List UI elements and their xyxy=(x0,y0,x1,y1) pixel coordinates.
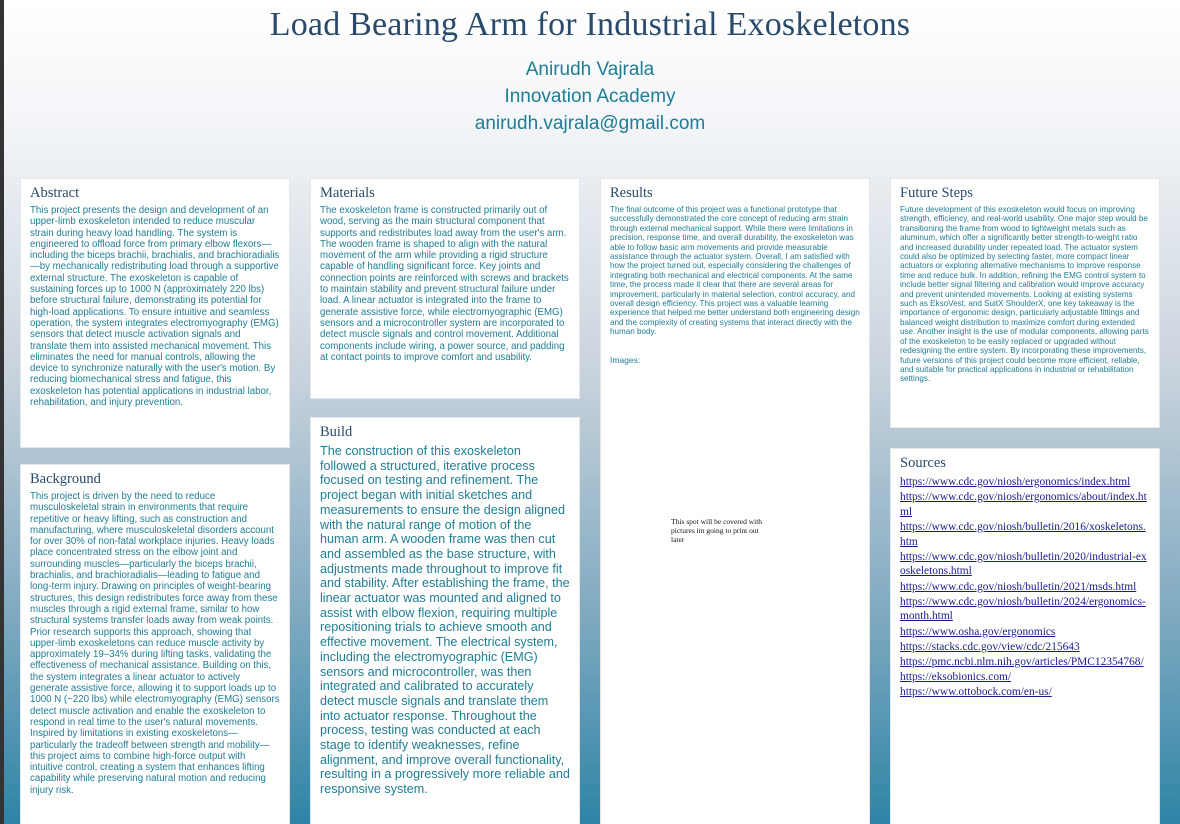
author-email: anirudh.vajrala@gmail.com xyxy=(474,113,706,134)
future-steps-panel xyxy=(890,178,1160,428)
abstract-panel xyxy=(20,178,290,448)
source-link[interactable]: https://eksobionics.com/ xyxy=(900,671,1012,684)
image-placeholder-note: This spot will be covered with pictures im going to print out later xyxy=(671,517,763,544)
abstract-heading: Abstract xyxy=(30,185,80,201)
source-link[interactable]: https://www.ottobock.com/en-us/ xyxy=(900,686,1052,699)
results-heading: Results xyxy=(610,185,653,201)
background-panel xyxy=(20,464,290,824)
source-item xyxy=(900,475,1150,490)
abstract-text: This project presents the design and development of an upper-limb exoskeleton intended to reduce muscular strain during heavy load handling. The system is engineered to offload force from primary elbow flexors—including the biceps brachii, brachialis, and brachioradialis—by mechanically redistributing load through a supportive external structure. The exoskeleton is capable of sustaining forces up to 1000 N (approximately 220 lbs) before structural failure, demonstrating its potential for high-load applications. To ensure intuitive and seamless operation, the system integrates electromyography (EMG) sensors that detect muscle activation signals and translate them into assisted mechanical movement. This eliminates the need for manual controls, allowing the device to synchronize naturally with the user's motion. By reducing biomechanical stress and fatigue, this exoskeleton has potential applications in industrial labor, rehabilitation, and injury prevention. xyxy=(30,205,280,409)
build-text: The construction of this exoskeleton followed a structured, iterative process focused on testing and refinement. The project began with initial sketches and measurements to ensure the design aligned with the natural range of motion of the human arm. A wooden frame was then cut and assembled as the base structure, with adjustments made throughout to improve fit and stability. After establishing the frame, the linear actuator was mounted and aligned to assist with elbow flexion, requiring multiple repositioning trials to achieve smooth and effective movement. The electrical system, including the electromyographic (EMG) sensors and microcontroller, was then integrated and calibrated to accurately detect muscle signals and translate them into actuator response. Throughout the process, testing was conducted at each stage to identify weaknesses, refine alignment, and improve overall functionality, resulting in a progressively more reliable and responsive system. xyxy=(320,444,570,797)
source-item xyxy=(900,670,1150,685)
source-item xyxy=(900,640,1150,655)
materials-panel xyxy=(310,178,580,399)
sources-panel xyxy=(890,448,1160,824)
images-label: Images: xyxy=(610,354,641,365)
poster-header xyxy=(0,0,1180,137)
source-link[interactable]: https://www.cdc.gov/niosh/ergonomics/index.html xyxy=(900,476,1131,488)
results-panel xyxy=(600,178,870,824)
source-item xyxy=(900,490,1150,519)
source-link[interactable]: https://www.cdc.gov/niosh/bulletin/2016/xoskeletons.htm xyxy=(900,520,1146,548)
source-item xyxy=(900,655,1150,670)
source-item xyxy=(900,550,1150,579)
source-item xyxy=(900,685,1150,700)
build-heading: Build xyxy=(320,424,353,440)
source-link[interactable]: https://www.cdc.gov/niosh/bulletin/2020/industrial-exoskeletons.html xyxy=(900,550,1147,578)
poster-title: Load Bearing Arm for Industrial Exoskeletons xyxy=(269,6,911,43)
source-link[interactable]: https://www.osha.gov/ergonomics xyxy=(900,625,1056,638)
source-link[interactable]: https://www.cdc.gov/niosh/ergonomics/about/index.html xyxy=(900,491,1147,518)
results-text: The final outcome of this project was a functional prototype that successfully demonstrated the core concept of reducing arm strain through external mechanical support. While there were limitations in precision, response time, and overall durability, the exoskeleton was able to follow basic arm movements and provide measurable assistance through the actuator system. Overall, I am satisfied with how the project turned out, especially considering the challenges of integrating both mechanical and electrical components. At the same time, the process made it clear that there are several areas for improvement, particularly in material selection, control accuracy, and overall design efficiency. This project was a valuable learning experience that helped me better understand both engineering design and the complexity of creating systems that interact directly with the human body. xyxy=(610,205,860,337)
materials-heading: Materials xyxy=(320,185,375,201)
background-heading: Background xyxy=(30,471,101,487)
source-item xyxy=(900,580,1150,595)
future-steps-text: Future development of this exoskeleton would focus on improving strength, efficiency, and real-world usability. One major step would be transitioning the frame from wood to lightweight metals such as aluminum, which offer a significantly better strength-to-weight ratio and increased durability under repeated load. The actuator system could also be optimized by selecting faster, more compact linear actuators or exploring alternative mechanisms to improve response time and reduce bulk. In addition, refining the EMG control system to include better signal filtering and calibration would improve accuracy and prevent unintended movements. Looking at existing systems such as EksoVest, and SuitX ShoulderX, one key takeaway is the importance of ergonomic design, particularly adjustable fittings and balanced weight distribution to maximize comfort during extended use. Another insight is the use of modular components, allowing parts of the exoskeleton to be easily replaced or upgraded without redesigning the entire system. By incorporating these improvements, future versions of this project could become more efficient, reliable, and suitable for practical applications in industrial or rehabilitation settings. xyxy=(900,205,1149,384)
source-link[interactable]: https://www.cdc.gov/niosh/bulletin/2021/msds.html xyxy=(900,580,1137,593)
future-steps-heading: Future Steps xyxy=(900,185,973,201)
source-link[interactable]: https://stacks.cdc.gov/view/cdc/215643 xyxy=(900,640,1080,653)
sources-heading: Sources xyxy=(900,455,946,471)
background-text: This project is driven by the need to reduce musculoskeletal strain in environments that require repetitive or heavy lifting, such as construction and manufacturing, where musculoskeletal disorders account for over 30% of non-fatal workplace injuries. Heavy loads place concentrated stress on the elbow joint and surrounding muscles—particularly the biceps brachii, brachialis, and brachioradialis—leading to fatigue and long-term injury. Drawing on principles of weight-bearing structures, this design redistributes force away from these muscles through a rigid external frame, similar to how structural systems transfer loads away from weak points. Prior research supports this approach, showing that upper-limb exoskeletons can reduce muscle activity by approximately 19–34% during lifting tasks, validating the effectiveness of mechanical assistance. Building on this, the system integrates a linear actuator to actively generate assistive force, allowing it to support loads up to 1000 N (~220 lbs) while electromyography (EMG) sensors detect muscle activation and enable the exoskeleton to respond in real time to the user's natural movements. Inspired by limitations in existing exoskeletons—particularly the tradeoff between strength and mobility—this project aims to combine high-force output with intuitive control, creating a system that enhances lifting capability while preserving natural motion and reducing injury risk. xyxy=(30,491,280,796)
source-link[interactable]: https://www.cdc.gov/niosh/bulletin/2024/ergonomics-month.html xyxy=(900,595,1146,623)
institution: Innovation Academy xyxy=(504,86,676,107)
sources-list xyxy=(900,475,1150,700)
author-name: Anirudh Vajrala xyxy=(525,59,655,80)
materials-text: The exoskeleton frame is constructed primarily out of wood, serving as the main structural component that supports and redistributes load away from the user's arm. The wooden frame is shaped to align with the natural movement of the arm while providing a rigid structure capable of handling significant force. Key joints and connection points are reinforced with screws and brackets to maintain stability and prevent structural failure under load. A linear actuator is integrated into the frame to generate assistive force, while electromyographic (EMG) sensors and a microcontroller system are incorporated to detect muscle signals and control movement. Additional components include wiring, a power source, and padding at contact points to improve comfort and usability. xyxy=(320,205,569,363)
source-link[interactable]: https://pmc.ncbi.nlm.nih.gov/articles/PMC12354768/ xyxy=(900,655,1144,668)
source-item xyxy=(900,520,1150,549)
source-item xyxy=(900,625,1150,640)
build-panel xyxy=(310,417,580,824)
source-item xyxy=(900,595,1150,624)
